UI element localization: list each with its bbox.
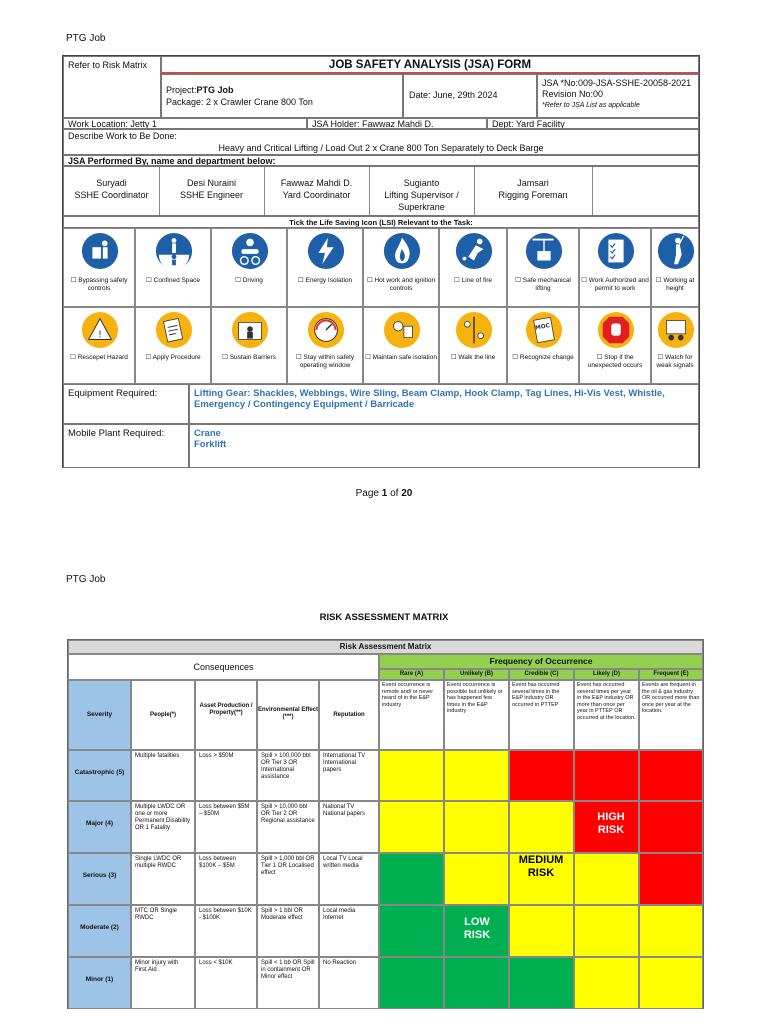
lsi-item[interactable]: [287, 228, 363, 307]
lsi-item[interactable]: [63, 307, 135, 384]
risk-cell: [509, 801, 574, 853]
risk-cell: [444, 801, 509, 853]
person-role: SSHE Engineer: [179, 190, 244, 200]
person-role: SSHE Coordinator: [74, 190, 149, 200]
risk-cell: [574, 905, 639, 957]
risk-cell: [639, 957, 703, 1009]
lsi-item-label: ☐ Bypassing safety controls: [70, 277, 128, 292]
consequence-cell: National TV National papers: [319, 801, 379, 853]
jsa-form: [62, 55, 700, 468]
severity-header: Severity: [68, 680, 131, 750]
page-header: PTG Job: [66, 33, 106, 44]
walk-the-line-icon: [455, 311, 493, 354]
frequency-column-description: Event occurrence is possible but unlikely or has happened few times in the E&P industry: [444, 680, 509, 750]
form-title: JOB SAFETY ANALYSIS (JSA) FORM: [161, 56, 699, 74]
consequence-cell: Spill > 100,000 bbl OR Tier 3 OR International assistance: [257, 750, 319, 801]
page-footer: [0, 488, 768, 499]
severity-cell: Minor (1): [68, 957, 131, 1009]
bypass-safety-icon: [81, 232, 119, 275]
person-3: [264, 177, 369, 201]
frequency-column-description: Event has occurred several times per year in the E&P industry OR more than once per year in PTTEP OR occurred at the location.: [574, 680, 639, 750]
person-2: [159, 177, 264, 201]
lsi-item-label: ☐ Apply Procedure: [145, 354, 201, 361]
describe-work: [63, 129, 699, 155]
severity-cell: Moderate (2): [68, 905, 131, 957]
jsa-holder: JSA Holder: Fawwaz Mahdi D.: [307, 118, 487, 129]
equipment-value: Lifting Gear: Shackles, Webbings, Wire Sling, Beam Clamp, Hook Clamp, Tag Lines, Hi-Vis Vest, Whistle, Emergency / Contingency Equipment / Barricade: [194, 388, 665, 410]
lsi-item[interactable]: [211, 307, 287, 384]
lsi-item[interactable]: [651, 228, 699, 307]
asset-header: Asset Production / Property(**): [195, 680, 257, 750]
hazard-icon: [81, 311, 119, 354]
consequence-cell: Single LWDC OR multiple RWDC: [131, 853, 195, 905]
high-risk-label: HIGH RISK: [597, 811, 625, 836]
severity-cell: Catastrophic (5): [68, 750, 131, 801]
lsi-item-label: ☐ Walk the line: [450, 354, 496, 361]
risk-cell: [574, 750, 639, 801]
person-name: Desi Nuraini: [186, 178, 237, 188]
lsi-item[interactable]: [579, 228, 651, 307]
lsi-item-label: ☐ Stop if the unexpected occurs: [587, 354, 643, 369]
consequence-cell: Minor injury with First Aid: [131, 957, 195, 1009]
risk-cell: [444, 750, 509, 801]
lsi-item-label: ☐ Confined Space: [146, 277, 200, 284]
risk-cell: [379, 957, 444, 1009]
equipment-value-cell: [189, 384, 699, 424]
reputation-header: Reputation: [319, 680, 379, 750]
lsi-item-label: ☐ Working at height: [655, 277, 695, 292]
matrix-title: RISK ASSESSMENT MATRIX: [319, 612, 449, 623]
project-value: PTG Job: [196, 85, 234, 95]
lsi-item[interactable]: [135, 228, 211, 307]
consequence-cell: No Reaction: [319, 957, 379, 1009]
project-label: Project:: [166, 85, 197, 95]
svg-text:!: !: [98, 329, 102, 341]
lsi-item[interactable]: [363, 228, 439, 307]
frequency-column-label: Unlikely (B): [444, 669, 509, 680]
person-name: Sugianto: [403, 178, 440, 188]
lsi-item-label: ☐ Driving: [235, 277, 263, 284]
footer-mid: of: [387, 488, 402, 499]
consequence-cell: MTC OR Single RWDC: [131, 905, 195, 957]
person-name: Suryadi: [96, 178, 127, 188]
risk-cell: [639, 801, 703, 853]
driving-icon: [231, 232, 269, 275]
risk-cell: [379, 801, 444, 853]
jsa-number: JSA *No:009-JSA-SSHE-20058-2021: [542, 78, 692, 88]
people-row: [63, 166, 699, 216]
risk-cell: [444, 853, 509, 905]
lsi-row-1: [63, 228, 699, 307]
line-of-fire-icon: [455, 232, 493, 275]
person-name: Fawwaz Mahdi D.: [280, 178, 353, 188]
consequence-cell: Loss between $10K - $100K: [195, 905, 257, 957]
lsi-item[interactable]: [579, 307, 651, 384]
divider: [592, 167, 593, 216]
lsi-item[interactable]: [439, 307, 507, 384]
risk-cell: [574, 853, 639, 905]
lsi-item[interactable]: [507, 307, 579, 384]
lsi-item[interactable]: [507, 228, 579, 307]
consequence-cell: Spill > 1,000 bbl OR Tier 1 OR Localised effect: [257, 853, 319, 905]
equipment-label: Equipment Required:: [63, 384, 189, 424]
consequence-cell: Multiple LWDC OR one or more Permanent Disability OR 1 Fatality: [131, 801, 195, 853]
risk-cell: [509, 750, 574, 801]
risk-matrix-table: [67, 639, 704, 1009]
consequence-cell: Local TV Local written media: [319, 853, 379, 905]
divider: [159, 167, 160, 216]
frequency-column-label: Credible (C): [509, 669, 574, 680]
consequence-cell: Spill > 1 bbl OR Moderate effect: [257, 905, 319, 957]
env-header: Environmental Effect (***): [257, 680, 319, 750]
lsi-item-label: ☐ Stay within safety operating window: [295, 354, 355, 369]
mobile-plant-label: Mobile Plant Required:: [63, 424, 189, 468]
frequency-header: Frequency of Occurrence: [379, 654, 703, 669]
frequency-column-label: Frequent (E): [639, 669, 703, 680]
refer-risk-matrix: [63, 56, 161, 118]
risk-cell: [379, 853, 444, 905]
jsa-note: *Refer to JSA List as applicable: [542, 102, 640, 109]
lsi-item[interactable]: [63, 228, 135, 307]
consequence-cell: Loss between $100K – $5M: [195, 853, 257, 905]
risk-cell: [379, 750, 444, 801]
moc-icon: [525, 311, 563, 354]
project-cell: [161, 74, 403, 118]
risk-cell: [444, 957, 509, 1009]
footer-total: 20: [401, 488, 413, 499]
consequences-header: Consequences: [68, 654, 379, 680]
lsi-item[interactable]: [135, 307, 211, 384]
low-risk-label: LOW RISK: [463, 916, 491, 941]
date: Date: June, 29th 2024: [403, 74, 537, 118]
mechanical-lifting-icon: [525, 232, 563, 275]
risk-cell: [509, 905, 574, 957]
risk-cell: [379, 905, 444, 957]
divider: [264, 167, 265, 216]
person-role: Yard Coordinator: [282, 190, 351, 200]
person-1: [64, 177, 159, 201]
risk-cell: [574, 957, 639, 1009]
consequence-cell: Multiple fatalities: [131, 750, 195, 801]
risk-cell: [509, 957, 574, 1009]
risk-cell: [639, 905, 703, 957]
confined-space-icon: [155, 232, 193, 275]
lsi-item[interactable]: [651, 307, 699, 384]
people-header: People(*): [131, 680, 195, 750]
permit-to-work-icon: [597, 232, 635, 275]
matrix-table-title: Risk Assessment Matrix: [68, 640, 703, 654]
consequence-cell: International TV International papers: [319, 750, 379, 801]
risk-cell: [639, 750, 703, 801]
work-location: Work Location: Jetty 1: [63, 118, 307, 129]
person-5: [474, 177, 592, 201]
page-header: PTG Job: [66, 574, 106, 585]
divider: [369, 167, 370, 216]
person-role: Rigging Foreman: [498, 190, 568, 200]
lsi-item-label: ☐ Work Authorized and permit to work: [581, 277, 649, 292]
lsi-item-label: ☐ Sustain Barriers: [222, 354, 276, 361]
frequency-column-description: Event occurrence is remote and/ or never heard of in the E&P industry: [379, 680, 444, 750]
procedure-icon: [155, 311, 193, 354]
describe-value: Heavy and Critical Lifting / Load Out 2 x Crane 800 Ton Separately to Deck Barge: [218, 143, 544, 153]
severity-cell: Serious (3): [68, 853, 131, 905]
dept: Dept: Yard Facility: [487, 118, 699, 129]
lsi-item-label: ☐ Recognize change: [512, 354, 574, 361]
lsi-item[interactable]: [211, 228, 287, 307]
svg-text:MOC: MOC: [534, 323, 551, 332]
isolation-icon: [383, 311, 421, 354]
mobile-plant-value: [189, 424, 699, 468]
person-name: Jamsari: [517, 178, 549, 188]
lsi-row-2: [63, 307, 699, 384]
lsi-item-label: ☐ Rescepet Hazard: [70, 354, 128, 361]
frequency-column-label: Likely (D): [574, 669, 639, 680]
lsi-title: Tick the Life Saving Icon (LSI) Relevant to the Task:: [63, 216, 699, 228]
lsi-item[interactable]: [439, 228, 507, 307]
lsi-item[interactable]: [363, 307, 439, 384]
working-at-height-icon: [657, 232, 695, 275]
stop-hand-icon: [597, 311, 635, 354]
jsa-number-cell: [537, 74, 699, 118]
refer-risk-matrix-label: Refer to Risk Matrix: [68, 60, 148, 70]
gauge-icon: [307, 311, 345, 354]
person-4: [369, 177, 474, 213]
divider: [474, 167, 475, 216]
lsi-item-label: ☐ Safe mechanical lifting: [515, 277, 571, 292]
frequency-column-description: Events are frequent in the oil & gas industry OR occurred more than once per year at the location.: [639, 680, 703, 750]
footer-prefix: Page: [355, 488, 382, 499]
consequence-cell: Loss between $5M – $50M: [195, 801, 257, 853]
footer-page: 1: [381, 488, 388, 499]
medium-risk-label: MEDIUM RISK: [518, 854, 564, 879]
lsi-item-label: ☐ Watch for weak signals: [656, 354, 694, 369]
person-role: Lifting Supervisor / Superkrane: [384, 190, 459, 212]
consequence-cell: Loss < $10K: [195, 957, 257, 1009]
lsi-item-label: ☐ Maintain safe isolation: [365, 354, 437, 361]
frequency-column-label: Rare (A): [379, 669, 444, 680]
lsi-item-label: ☐ Energy Isolation: [297, 277, 353, 284]
risk-cell: [639, 853, 703, 905]
lsi-item-label: ☐ Line of fire: [454, 277, 492, 284]
barriers-icon: [231, 311, 269, 354]
performed-by: JSA Performed By, name and department below:: [63, 155, 699, 166]
mobile-plant-item: Forklift: [194, 439, 227, 450]
frequency-column-description: Event has occurred several times in the E&P industry OR occurred in PTTEP: [509, 680, 574, 750]
lsi-item[interactable]: [287, 307, 363, 384]
severity-cell: Major (4): [68, 801, 131, 853]
consequence-cell: Spill < 1 bb OR Spill in containment OR Minor effect: [257, 957, 319, 1009]
consequence-cell: Local media Internet: [319, 905, 379, 957]
energy-isolation-icon: [307, 232, 345, 275]
lsi-item-label: ☐ Hot work and ignition controls: [366, 277, 436, 292]
mobile-plant-item: Crane: [194, 428, 221, 439]
consequence-cell: Spill > 10,000 bbl OR Tier 2 OR Regional assistance: [257, 801, 319, 853]
package: Package: 2 x Crawler Crane 800 Ton: [166, 97, 313, 107]
describe-label: Describe Work to Be Done:: [68, 131, 177, 141]
hot-work-icon: [383, 232, 421, 275]
revision-no: Revision No:00: [542, 89, 604, 99]
weak-signals-icon: [657, 311, 695, 354]
consequence-cell: Loss > $50M: [195, 750, 257, 801]
